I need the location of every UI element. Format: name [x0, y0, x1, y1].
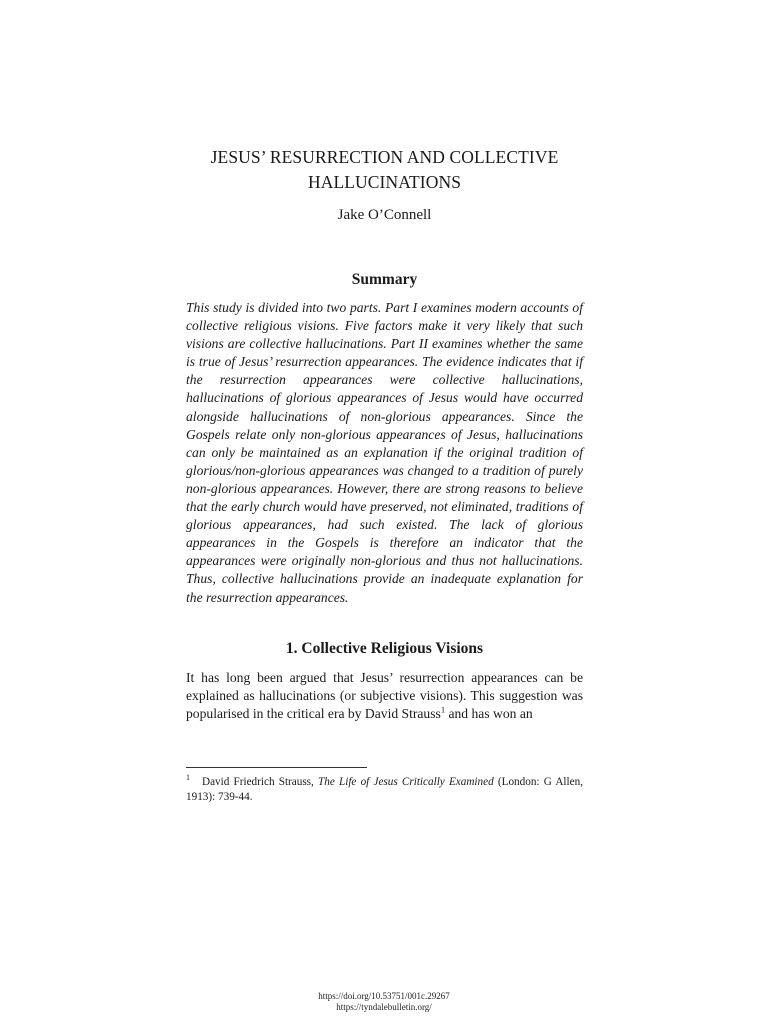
section-paragraph-text: It has long been argued that Jesus’ resurrection appearances can be explained as hallucinations (or subjective visions). This suggestion was popularised in the critical era by David Strauss [186, 670, 583, 722]
site-link[interactable]: https://tyndalebulletin.org/ [336, 1002, 432, 1012]
article-page [186, 0, 583, 1024]
footnote: 1 David Friedrich Strauss, The Life of Jesus Critically Examined (London: G Allen, 1913): 739-44. [186, 773, 584, 803]
article-title-line-2: HALLUCINATIONS [307, 172, 462, 192]
footnote-reference[interactable]: 1 [440, 704, 446, 715]
footnote-divider [186, 767, 367, 768]
footnote-text: David Friedrich Strauss, [202, 776, 319, 788]
article-author: Jake O’Connell [337, 207, 432, 223]
page-footer [0, 991, 768, 1013]
section-paragraph-continuation: and has won an [445, 706, 533, 722]
footnote-book-title: The Life of Jesus Critically Examined [318, 776, 494, 788]
footnote-publication: (London: G Allen, 1913): 739-44. [186, 776, 584, 803]
doi-link[interactable]: https://doi.org/10.53751/001c.29267 [318, 991, 450, 1001]
summary-paragraph: This study is divided into two parts. Part I examines modern accounts of collective religious visions. Five factors make it very likely that such visions are collective hallucinations. Part II examines whether the same is true of Jesus’ resurrection appearances. The evidence indicates that if the resurrection appearances were collective hallucinations, hallucinations of glorious appearances of Jesus would have occurred alongside hallucinations of non-glorious appearances. Since the Gospels relate only non-glorious appearances of Jesus, hallucinations can only be maintained as an explanation if the original tradition of glorious/non-glorious appearances was changed to a tradition of purely non-glorious appearances. However, there are strong reasons to believe that the early church would have preserved, not eliminated, traditions of glorious appearances, had such existed. The lack of glorious appearances in the Gospels is therefore an indicator that the appearances were originally non-glorious and thus not hallucinations. Thus, collective hallucinations provide an inadequate explanation for the resurrection appearances. [186, 300, 583, 605]
summary-heading: Summary [351, 271, 418, 288]
article-title-line-1: JESUS’ RESURRECTION AND COLLECTIVE [210, 147, 559, 167]
article-title [186, 145, 583, 195]
section-heading: 1. Collective Religious Visions [285, 640, 484, 657]
section-paragraph [186, 669, 583, 724]
